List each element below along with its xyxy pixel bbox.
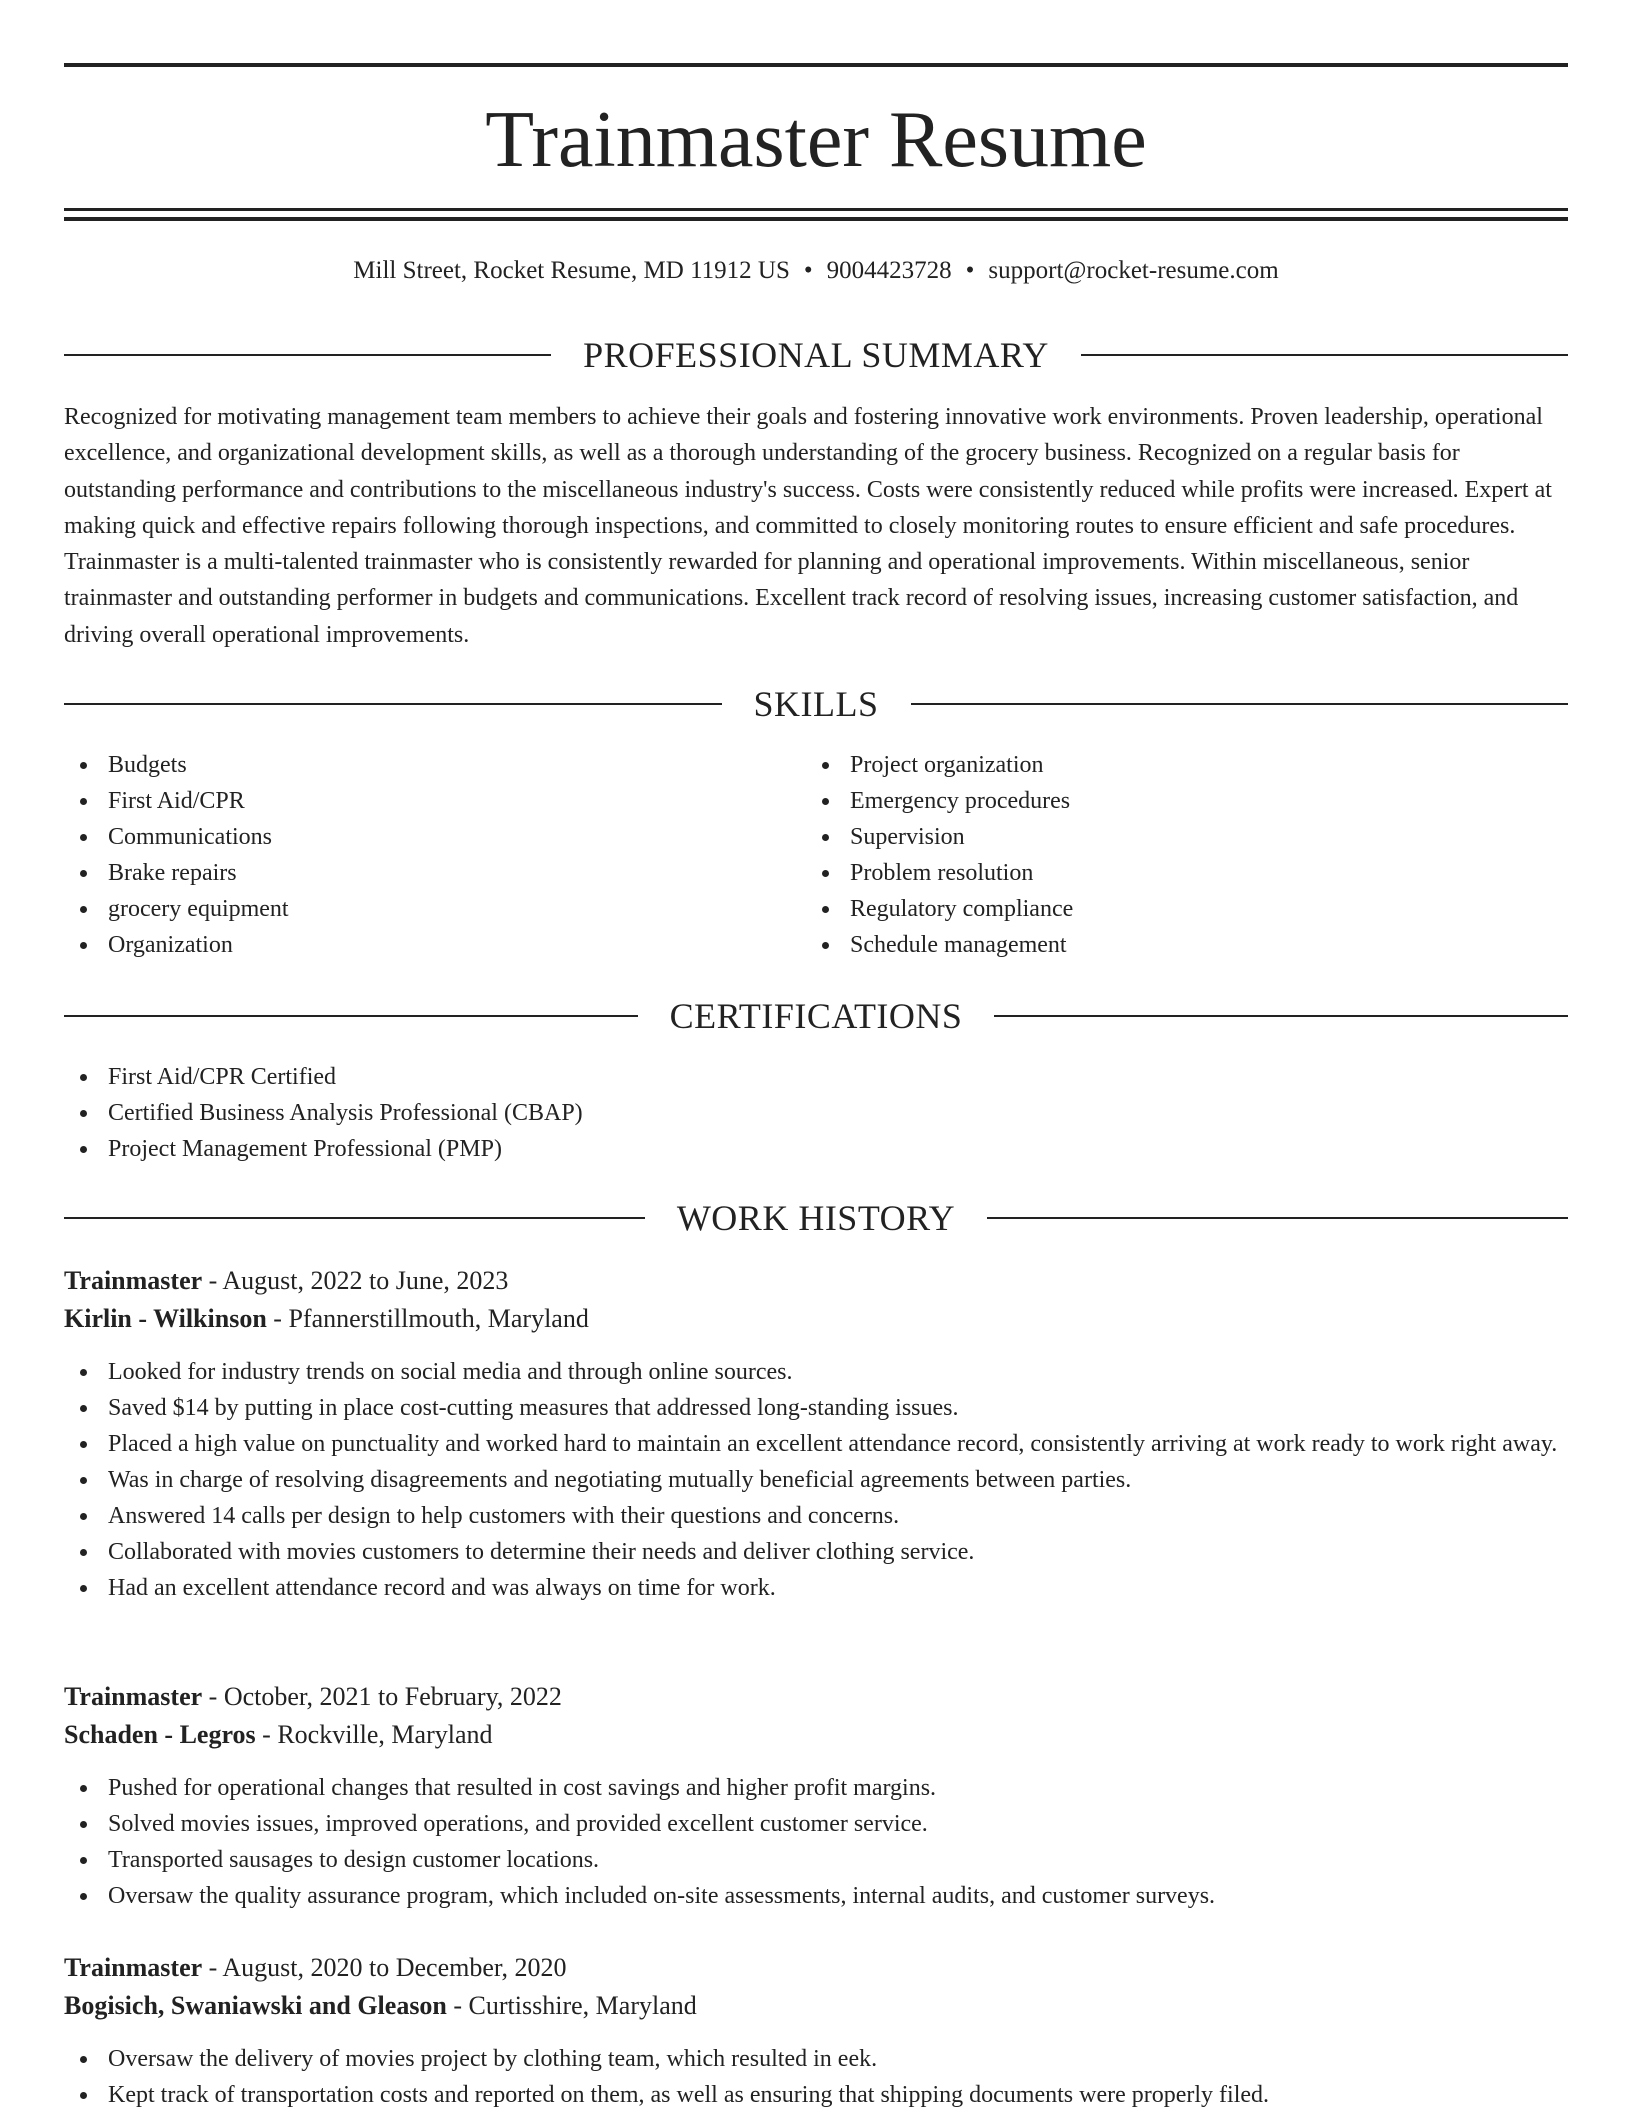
job-entry bbox=[64, 1678, 1568, 1914]
contact-email: support@rocket-resume.com bbox=[988, 257, 1279, 284]
job-duty: Saved $14 by putting in place cost-cutting measures that addressed long-standing issues. bbox=[64, 1390, 1568, 1426]
section-title-work-history: WORK HISTORY bbox=[676, 1198, 956, 1238]
job-duty: Looked for industry trends on social media and through online sources. bbox=[64, 1354, 1568, 1390]
job-duty: Placed a high value on punctuality and worked hard to maintain an excellent attendance record, consistently arriving at work ready to work right away. bbox=[64, 1426, 1568, 1462]
section-header-summary bbox=[64, 333, 1568, 377]
job-company: Schaden - Legros bbox=[64, 1720, 256, 1749]
job-role-line bbox=[64, 1678, 1568, 1716]
section-rule-right bbox=[994, 1015, 1568, 1017]
skill-item: Organization bbox=[64, 927, 804, 963]
section-title-skills: SKILLS bbox=[753, 684, 879, 724]
skill-item: grocery equipment bbox=[64, 891, 804, 927]
job-title: Trainmaster bbox=[64, 1682, 203, 1711]
section-header-certifications bbox=[64, 994, 1568, 1038]
job-duty: Solved movies issues, improved operations, and provided excellent customer service. bbox=[64, 1806, 1568, 1842]
skill-item: Schedule management bbox=[806, 927, 1546, 963]
job-location: - Curtisshire, Maryland bbox=[446, 1991, 697, 2020]
job-entry bbox=[64, 1949, 1568, 2113]
skill-item: Problem resolution bbox=[806, 855, 1546, 891]
job-role-line bbox=[64, 1949, 1568, 1987]
skills-list-right bbox=[806, 747, 1546, 963]
job-duties-list bbox=[64, 2041, 1568, 2113]
contact-line bbox=[64, 254, 1568, 288]
job-duty: Had an excellent attendance record and was always on time for work. bbox=[64, 1570, 1568, 1606]
job-company-line bbox=[64, 1987, 1568, 2025]
contact-phone: 9004423728 bbox=[826, 257, 952, 284]
job-role-line bbox=[64, 1262, 1568, 1300]
certifications-list bbox=[64, 1059, 1568, 1167]
section-header-skills bbox=[64, 682, 1568, 726]
section-rule-left bbox=[64, 1217, 645, 1219]
skill-item: First Aid/CPR bbox=[64, 783, 804, 819]
certification-item: First Aid/CPR Certified bbox=[64, 1059, 1568, 1095]
section-title-summary: PROFESSIONAL SUMMARY bbox=[583, 335, 1049, 375]
job-company: Bogisich, Swaniawski and Gleason bbox=[64, 1991, 447, 2020]
job-duty: Transported sausages to design customer locations. bbox=[64, 1842, 1568, 1878]
certification-item: Project Management Professional (PMP) bbox=[64, 1131, 1568, 1167]
job-duty: Was in charge of resolving disagreements and negotiating mutually beneficial agreements between parties. bbox=[64, 1462, 1568, 1498]
job-duty: Answered 14 calls per design to help customers with their questions and concerns. bbox=[64, 1498, 1568, 1534]
job-location: - Pfannerstillmouth, Maryland bbox=[266, 1304, 589, 1333]
skill-item: Project organization bbox=[806, 747, 1546, 783]
job-duty: Collaborated with movies customers to determine their needs and deliver clothing service. bbox=[64, 1534, 1568, 1570]
job-duties-list bbox=[64, 1354, 1568, 1606]
certification-item: Certified Business Analysis Professional (CBAP) bbox=[64, 1095, 1568, 1131]
skill-item: Emergency procedures bbox=[806, 783, 1546, 819]
section-rule-left bbox=[64, 703, 722, 705]
skill-item: Brake repairs bbox=[64, 855, 804, 891]
summary-text: Recognized for motivating management team members to achieve their goals and fostering innovative work environments. Proven leadership, operational excellence, and organizational development skills, as well as a thorough understanding of the grocery business. Recognized on a regular basis for outstanding performance and contributions to the miscellaneous industry's success. Costs were consistently reduced while profits were increased. Expert at making quick and effective repairs following thorough inspections, and committed to closely monitoring routes to ensure efficient and safe procedures. Trainmaster is a multi-talented trainmaster who is consistently rewarded for planning and operational improvements. Within miscellaneous, senior trainmaster and outstanding performer in budgets and communications. Excellent track record of resolving issues, increasing customer satisfaction, and driving overall operational improvements. bbox=[64, 404, 1552, 648]
section-rule-right bbox=[1081, 354, 1568, 356]
section-header-work-history bbox=[64, 1196, 1568, 1240]
job-company: Kirlin - Wilkinson bbox=[64, 1304, 267, 1333]
job-title: Trainmaster bbox=[64, 1266, 203, 1295]
skill-item: Regulatory compliance bbox=[806, 891, 1546, 927]
page-title: Trainmaster Resume bbox=[485, 96, 1147, 184]
job-title: Trainmaster bbox=[64, 1953, 203, 1982]
section-rule-right bbox=[987, 1217, 1568, 1219]
title-double-rule bbox=[64, 208, 1568, 221]
section-rule-right bbox=[911, 703, 1569, 705]
job-company-line bbox=[64, 1300, 1568, 1338]
job-entry bbox=[64, 1262, 1568, 1606]
job-dates: - August, 2022 to June, 2023 bbox=[202, 1266, 509, 1295]
skill-item: Communications bbox=[64, 819, 804, 855]
skill-item: Supervision bbox=[806, 819, 1546, 855]
contact-separator: • bbox=[803, 257, 813, 284]
job-duties-list bbox=[64, 1770, 1568, 1914]
job-location: - Rockville, Maryland bbox=[255, 1720, 493, 1749]
contact-address: Mill Street, Rocket Resume, MD 11912 US bbox=[353, 257, 790, 284]
skills-list-left bbox=[64, 747, 804, 963]
job-duty: Oversaw the delivery of movies project by clothing team, which resulted in eek. bbox=[64, 2041, 1568, 2077]
job-duty: Kept track of transportation costs and reported on them, as well as ensuring that shipping documents were properly filed. bbox=[64, 2077, 1568, 2113]
section-title-certifications: CERTIFICATIONS bbox=[669, 996, 963, 1036]
job-duty: Pushed for operational changes that resulted in cost savings and higher profit margins. bbox=[64, 1770, 1568, 1806]
job-dates: - August, 2020 to December, 2020 bbox=[202, 1953, 567, 1982]
job-dates: - October, 2021 to February, 2022 bbox=[202, 1682, 562, 1711]
job-duty: Oversaw the quality assurance program, which included on-site assessments, internal audits, and customer surveys. bbox=[64, 1878, 1568, 1914]
section-rule-left bbox=[64, 354, 551, 356]
skill-item: Budgets bbox=[64, 747, 804, 783]
job-company-line bbox=[64, 1716, 1568, 1754]
contact-separator: • bbox=[965, 257, 975, 284]
top-rule bbox=[64, 63, 1568, 67]
section-rule-left bbox=[64, 1015, 638, 1017]
